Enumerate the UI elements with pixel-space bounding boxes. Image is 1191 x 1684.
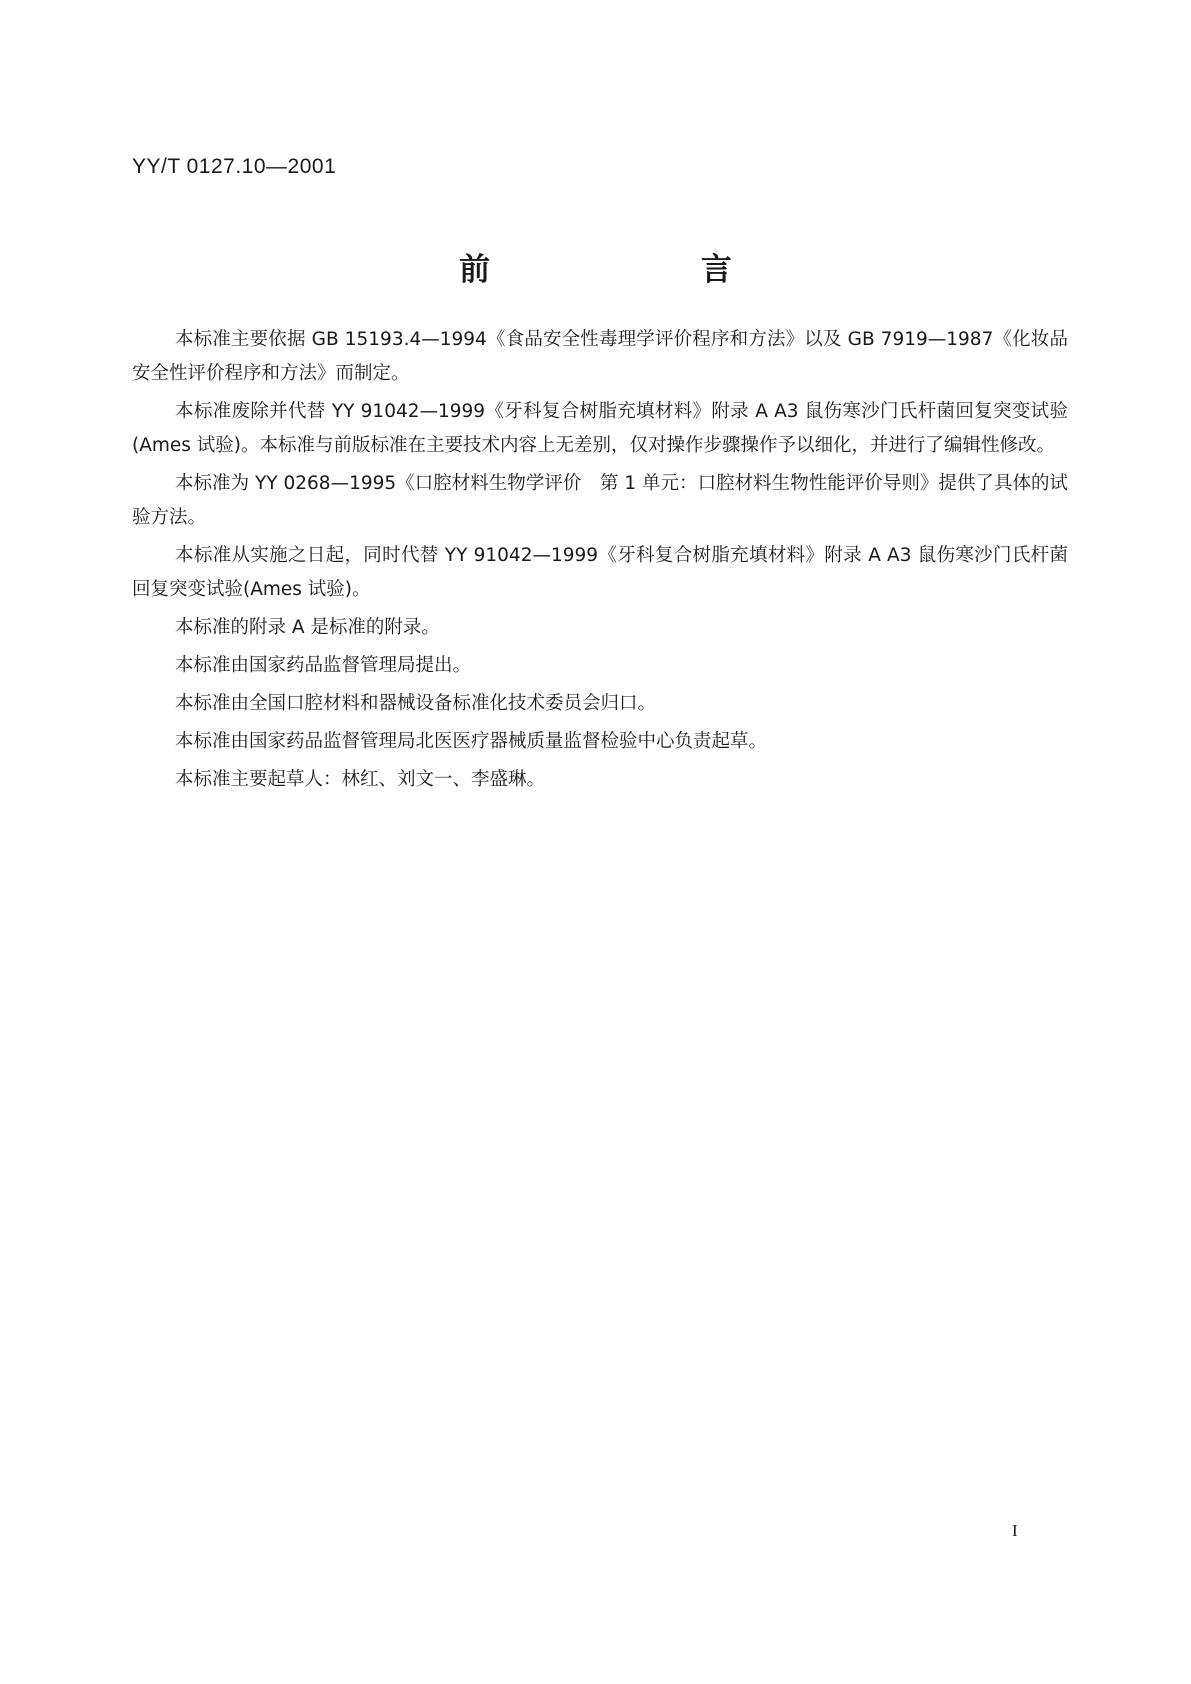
paragraph: 本标准为 YY 0268—1995《口腔材料生物学评价 第 1 单元：口腔材料生物性能评价导则》提供了具体的试验方法。 [132, 473, 1068, 528]
paragraph: 本标准从实施之日起，同时代替 YY 91042—1999《牙科复合树脂充填材料》附录 A A3 鼠伤寒沙门氏杆菌回复突变试验(Ames 试验)。 [132, 545, 1068, 600]
paragraph: 本标准主要依据 GB 15193.4—1994《食品安全性毒理学评价程序和方法》以及 GB 7919—1987《化妆品安全性评价程序和方法》而制定。 [132, 329, 1068, 384]
paragraph: 本标准废除并代替 YY 91042—1999《牙科复合树脂充填材料》附录 A A3 鼠伤寒沙门氏杆菌回复突变试验(Ames 试验)。本标准与前版标准在主要技术内容上无差别，仅对操作步骤操作予以细化，并进行了编辑性修改。 [132, 401, 1068, 456]
paragraph: 本标准的附录 A 是标准的附录。 [175, 617, 440, 638]
paragraph: 本标准由国家药品监督管理局提出。 [175, 655, 472, 676]
standard-id: YY/T 0127.10—2001 [132, 155, 337, 178]
paragraph: 本标准由国家药品监督管理局北医医疗器械质量监督检验中心负责起草。 [175, 731, 768, 752]
page-title: 前 言 [459, 252, 832, 288]
page-number: I [1012, 1521, 1018, 1540]
paragraph: 本标准由全国口腔材料和器械设备标准化技术委员会归口。 [175, 693, 657, 714]
foreword-body [132, 323, 1068, 801]
paragraph: 本标准主要起草人：林红、刘文一、李盛琳。 [175, 769, 546, 790]
